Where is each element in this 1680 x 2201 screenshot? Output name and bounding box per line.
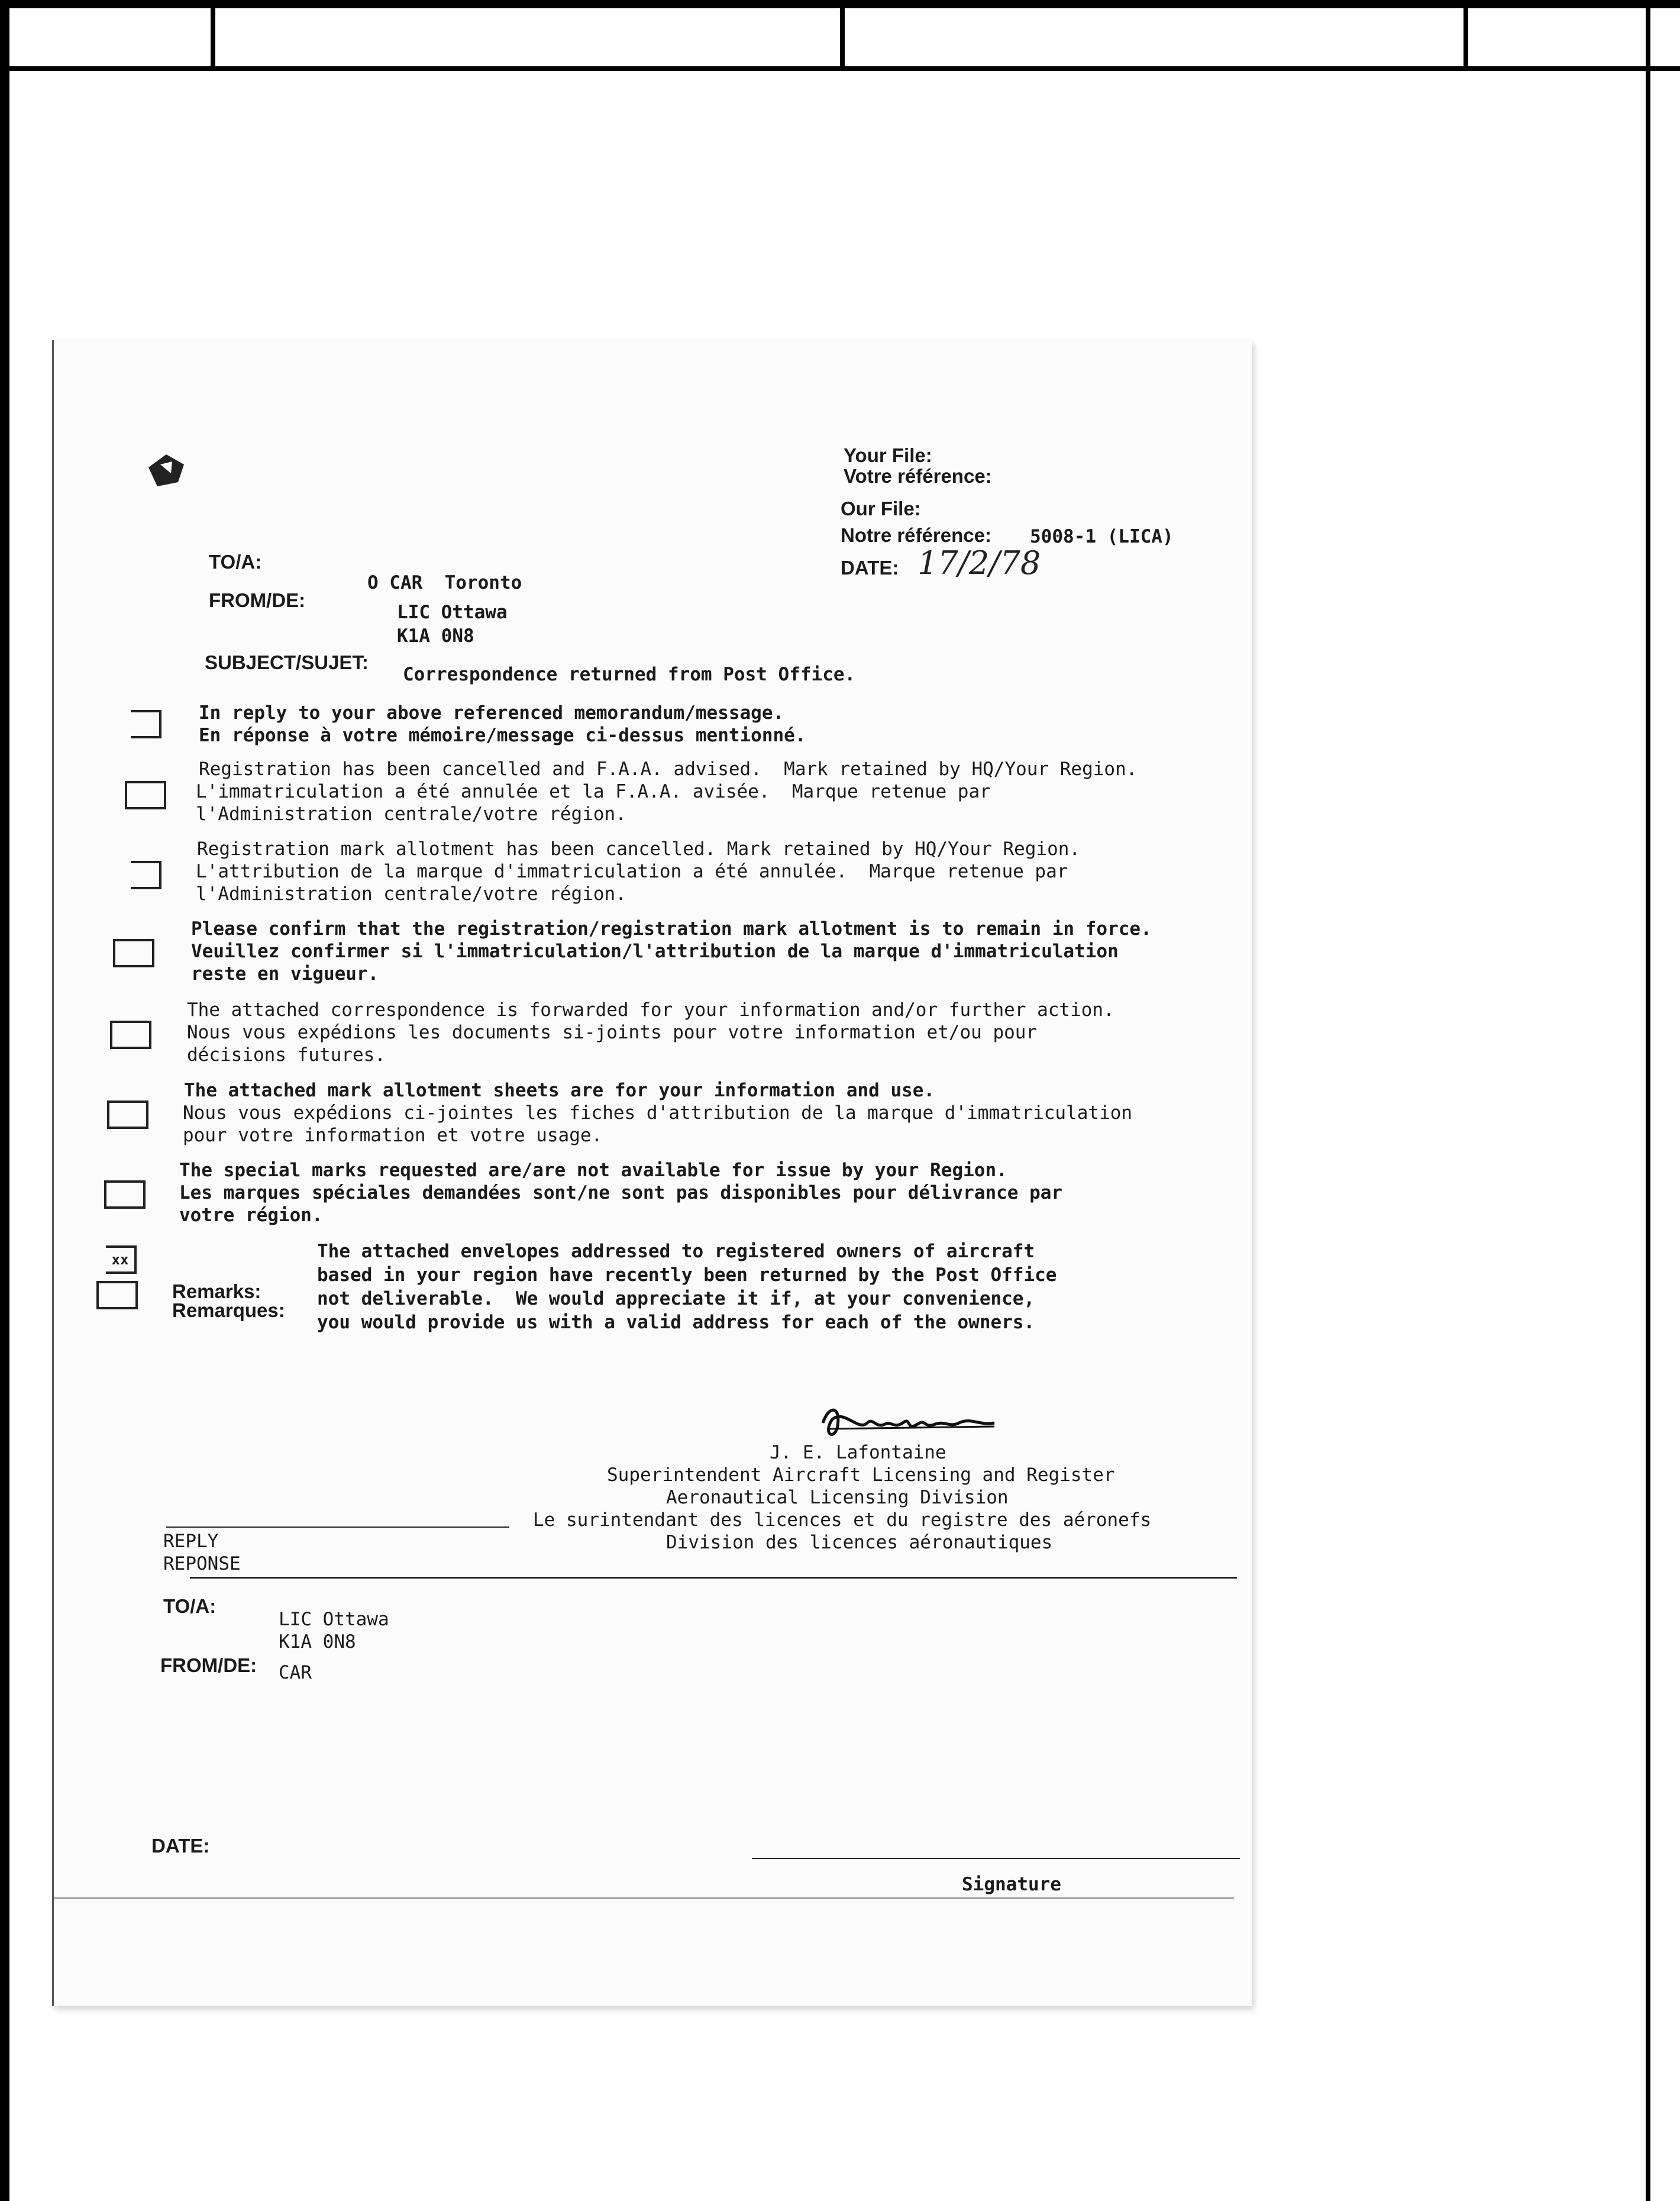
reponse-label: REPONSE bbox=[163, 1553, 241, 1574]
reply-from-value: CAR bbox=[279, 1662, 312, 1683]
remarks-line-3: not deliverable. We would appreciate it if, at your convenience, bbox=[317, 1288, 1035, 1309]
remarks-checkbox[interactable] bbox=[96, 1281, 138, 1309]
reply-from-label: FROM/DE: bbox=[160, 1654, 257, 1676]
option-checkbox-4[interactable] bbox=[113, 939, 154, 967]
frame-left-border bbox=[0, 0, 9, 2201]
to-value: O CAR Toronto bbox=[367, 572, 522, 593]
option-6-en: The attached mark allotment sheets are for your information and use. bbox=[184, 1080, 935, 1101]
remarks-label: Remarks: bbox=[172, 1280, 261, 1302]
ink-blot bbox=[143, 450, 190, 491]
option-checkbox-2[interactable] bbox=[125, 781, 166, 809]
subject-value: Correspondence returned from Post Office. bbox=[403, 664, 856, 685]
option-checkbox-3[interactable] bbox=[131, 861, 161, 889]
page-fold-line bbox=[54, 1897, 1234, 1899]
memo-page bbox=[52, 340, 1252, 2006]
handwritten-date: 17/2/78 bbox=[917, 544, 1041, 582]
option-6-fr2: pour votre information et votre usage. bbox=[183, 1125, 603, 1146]
to-label: TO/A: bbox=[209, 551, 262, 573]
option-4-en: Please confirm that the registration/registration mark allotment is to remain in force. bbox=[191, 918, 1152, 940]
option-7-fr2: votre région. bbox=[179, 1205, 323, 1226]
reply-top-rule bbox=[166, 1526, 509, 1528]
date-label: DATE: bbox=[841, 557, 899, 579]
sender-name: J. E. Lafontaine bbox=[770, 1442, 946, 1463]
reply-divider-rule bbox=[190, 1577, 1237, 1579]
option-5-fr: Nous vous expédions les documents si-joints pour votre information et/ou pour bbox=[187, 1022, 1038, 1043]
option-1-en: In reply to your above referenced memorandum/message. bbox=[199, 702, 784, 724]
frame-tick-1 bbox=[211, 0, 215, 71]
option-4-fr2: reste en vigueur. bbox=[191, 963, 379, 985]
from-line1: LIC Ottawa bbox=[397, 602, 508, 623]
option-7-en: The special marks requested are/are not available for issue by your Region. bbox=[179, 1160, 1007, 1181]
option-checkbox-1[interactable] bbox=[131, 710, 161, 738]
option-5-en: The attached correspondence is forwarded for your information and/or further action. bbox=[187, 999, 1114, 1021]
frame-right-border bbox=[1646, 0, 1650, 2201]
sender-division-en: Aeronautical Licensing Division bbox=[666, 1487, 1009, 1508]
sender-signature bbox=[817, 1399, 1006, 1447]
remarques-label: Remarques: bbox=[172, 1299, 285, 1321]
option-4-fr: Veuillez confirmer si l'immatriculation/l'attribution de la marque d'immatriculation bbox=[191, 941, 1119, 962]
reply-to-line2: K1A 0N8 bbox=[279, 1631, 356, 1653]
notre-reference-label: Notre référence: bbox=[841, 524, 991, 546]
option-3-en: Registration mark allotment has been cancelled. Mark retained by HQ/Your Region. bbox=[197, 838, 1081, 860]
signature-line[interactable] bbox=[752, 1858, 1240, 1859]
option-1-fr: En réponse à votre mémoire/message ci-dessus mentionné. bbox=[199, 725, 806, 746]
your-file-label: Your File: bbox=[844, 444, 932, 466]
option-7-fr: Les marques spéciales demandées sont/ne sont pas disponibles pour délivrance par bbox=[179, 1182, 1063, 1203]
option-5-fr2: décisions futures. bbox=[187, 1044, 386, 1066]
remarks-line-2: based in your region have recently been returned by the Post Office bbox=[317, 1264, 1057, 1286]
from-label: FROM/DE: bbox=[209, 589, 306, 611]
our-file-value: 5008-1 (LICA) bbox=[1030, 526, 1174, 547]
reply-to-label: TO/A: bbox=[163, 1595, 217, 1617]
frame-tick-3 bbox=[1463, 0, 1468, 71]
reply-date-label: DATE: bbox=[151, 1835, 210, 1857]
option-3-fr2: l'Administration centrale/votre région. bbox=[196, 883, 626, 905]
option-3-fr: L'attribution de la marque d'immatriculation a été annulée. Marque retenue par bbox=[196, 861, 1068, 882]
checked-option-box[interactable]: xx bbox=[106, 1245, 137, 1274]
from-line2: K1A 0N8 bbox=[397, 625, 474, 647]
option-checkbox-7[interactable] bbox=[104, 1180, 146, 1209]
option-checkbox-6[interactable] bbox=[107, 1100, 148, 1129]
option-2-fr: L'immatriculation a été annulée et la F.A.A. avisée. Marque retenue par bbox=[196, 781, 991, 802]
signature-label: Signature bbox=[962, 1874, 1061, 1895]
votre-reference-label: Votre référence: bbox=[844, 465, 992, 487]
sender-title-en: Superintendent Aircraft Licensing and Register bbox=[607, 1464, 1115, 1486]
our-file-label: Our File: bbox=[841, 498, 921, 519]
option-2-en: Registration has been cancelled and F.A.A. advised. Mark retained by HQ/Your Region. bbox=[199, 759, 1138, 780]
sender-title-fr: Le surintendant des licences et du registre des aéronefs bbox=[533, 1509, 1152, 1531]
remarks-line-1: The attached envelopes addressed to registered owners of aircraft bbox=[317, 1241, 1035, 1262]
option-2-fr2: l'Administration centrale/votre région. bbox=[196, 803, 626, 825]
reply-to-line1: LIC Ottawa bbox=[279, 1609, 389, 1630]
sender-division-fr: Division des licences aéronautiques bbox=[666, 1532, 1053, 1553]
reply-label: REPLY bbox=[163, 1531, 219, 1552]
option-checkbox-5[interactable] bbox=[110, 1021, 151, 1049]
frame-tick-2 bbox=[840, 0, 845, 71]
subject-label: SUBJECT/SUJET: bbox=[205, 651, 369, 673]
option-6-fr: Nous vous expédions ci-jointes les fiches d'attribution de la marque d'immatriculation bbox=[183, 1102, 1133, 1124]
remarks-line-4: you would provide us with a valid address for each of the owners. bbox=[317, 1312, 1035, 1333]
